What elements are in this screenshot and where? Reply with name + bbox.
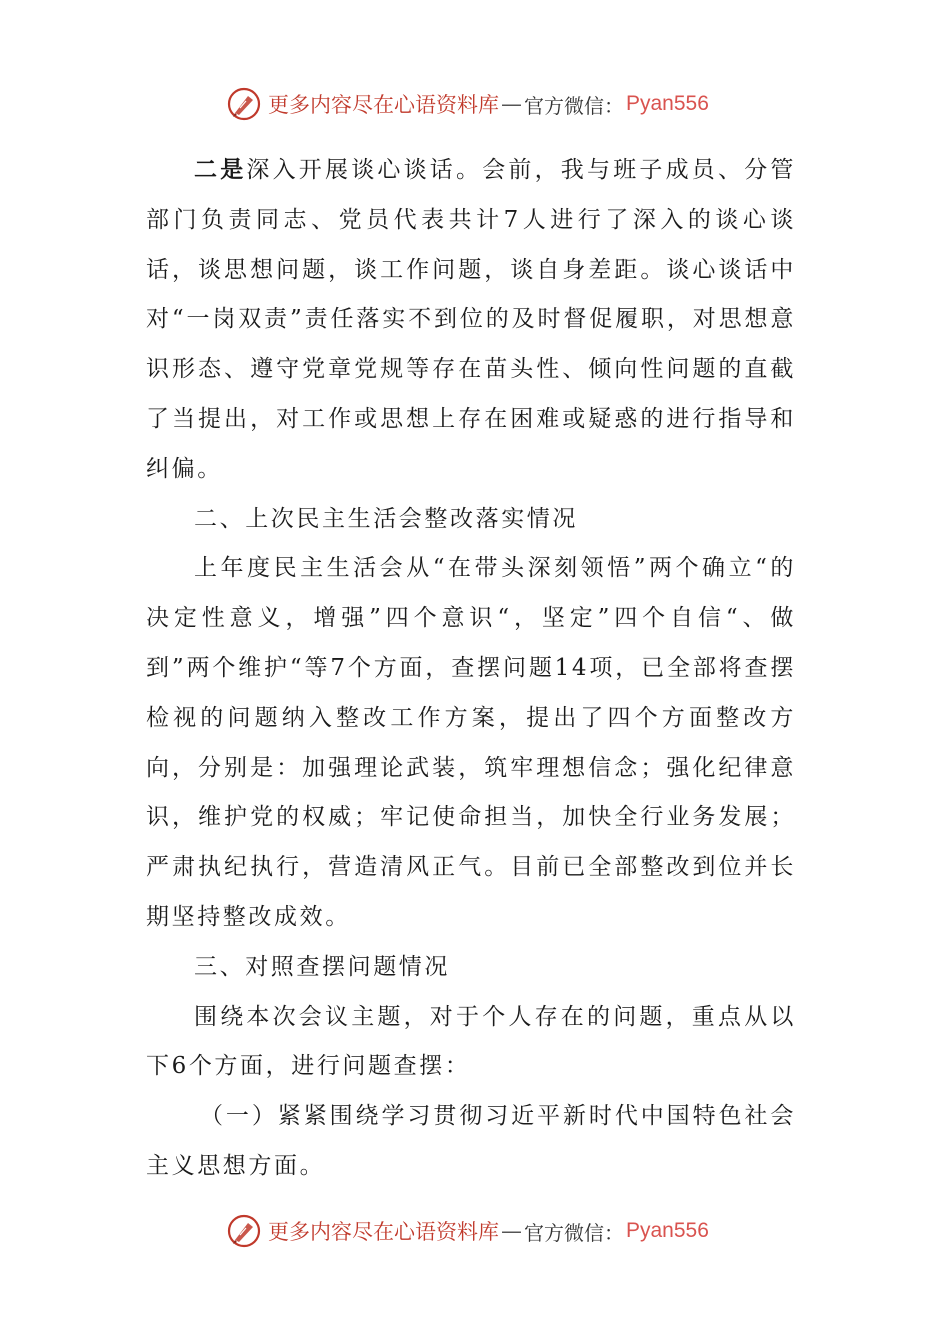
paragraph-problems-intro: 围绕本次会议主题，对于个人存在的问题，重点从以下6个方面，进行问题查摆： bbox=[146, 1003, 796, 1080]
paragraph-talks-body: 深入开展谈心谈话。会前，我与班子成员、分管部门负责同志、党员代表共计7人进行了深入的谈心谈话，谈思想问题，谈工作问题，谈自身差距。谈心谈话中对“一岗双责”责任落实不到位的及时督促履职，对思想意识形态、遵守党章党规等存在苗头性、倾向性问题的直截了当提出，对工作或思想上存在困难或疑惑的进行指导和纠偏。 bbox=[146, 157, 796, 482]
watermark-wechat-id: Pyan556 bbox=[626, 92, 709, 115]
watermark-brand-text: 更多内容尽在心语资料库 bbox=[268, 1220, 499, 1244]
watermark-wechat-id: Pyan556 bbox=[626, 1219, 709, 1242]
paragraph-subsection-one: （一）紧紧围绕学习贯彻习近平新时代中国特色社会主义思想方面。 bbox=[146, 1103, 796, 1179]
paragraph-lead: 二是 bbox=[194, 157, 247, 183]
pen-nib-circle-icon bbox=[226, 86, 262, 122]
section-heading-rectification: 二、上次民主生活会整改落实情况 bbox=[194, 505, 578, 532]
watermark-dash: — bbox=[501, 1219, 522, 1243]
watermark-wechat-label: 官方微信： bbox=[524, 93, 624, 118]
paragraph-talks bbox=[146, 146, 796, 495]
watermark-dash: — bbox=[501, 92, 522, 116]
watermark-wechat-label: 官方微信： bbox=[524, 1220, 624, 1245]
watermark-footer bbox=[226, 1211, 746, 1251]
section-heading-problems: 三、对照查摆问题情况 bbox=[194, 953, 450, 980]
pen-nib-circle-icon bbox=[226, 1213, 262, 1249]
document-body bbox=[146, 146, 796, 1192]
paragraph-rectification: 上年度民主生活会从“在带头深刻领悟”两个确立“的决定性意义，增强”四个意识“，坚定”四个自信“、做到”两个维护“等7个方面，查摆问题14项，已全部将查摆检视的问题纳入整改工作方案，提出了四个方面整改方向，分别是：加强理论武装，筑牢理想信念；强化纪律意识，维护党的权威；牢记使命担当，加快全行业务发展；严肃执纪执行，营造清风正气。目前已全部整改到位并长期坚持整改成效。 bbox=[146, 555, 796, 930]
watermark-header bbox=[226, 84, 746, 124]
watermark-brand-text: 更多内容尽在心语资料库 bbox=[268, 93, 499, 117]
